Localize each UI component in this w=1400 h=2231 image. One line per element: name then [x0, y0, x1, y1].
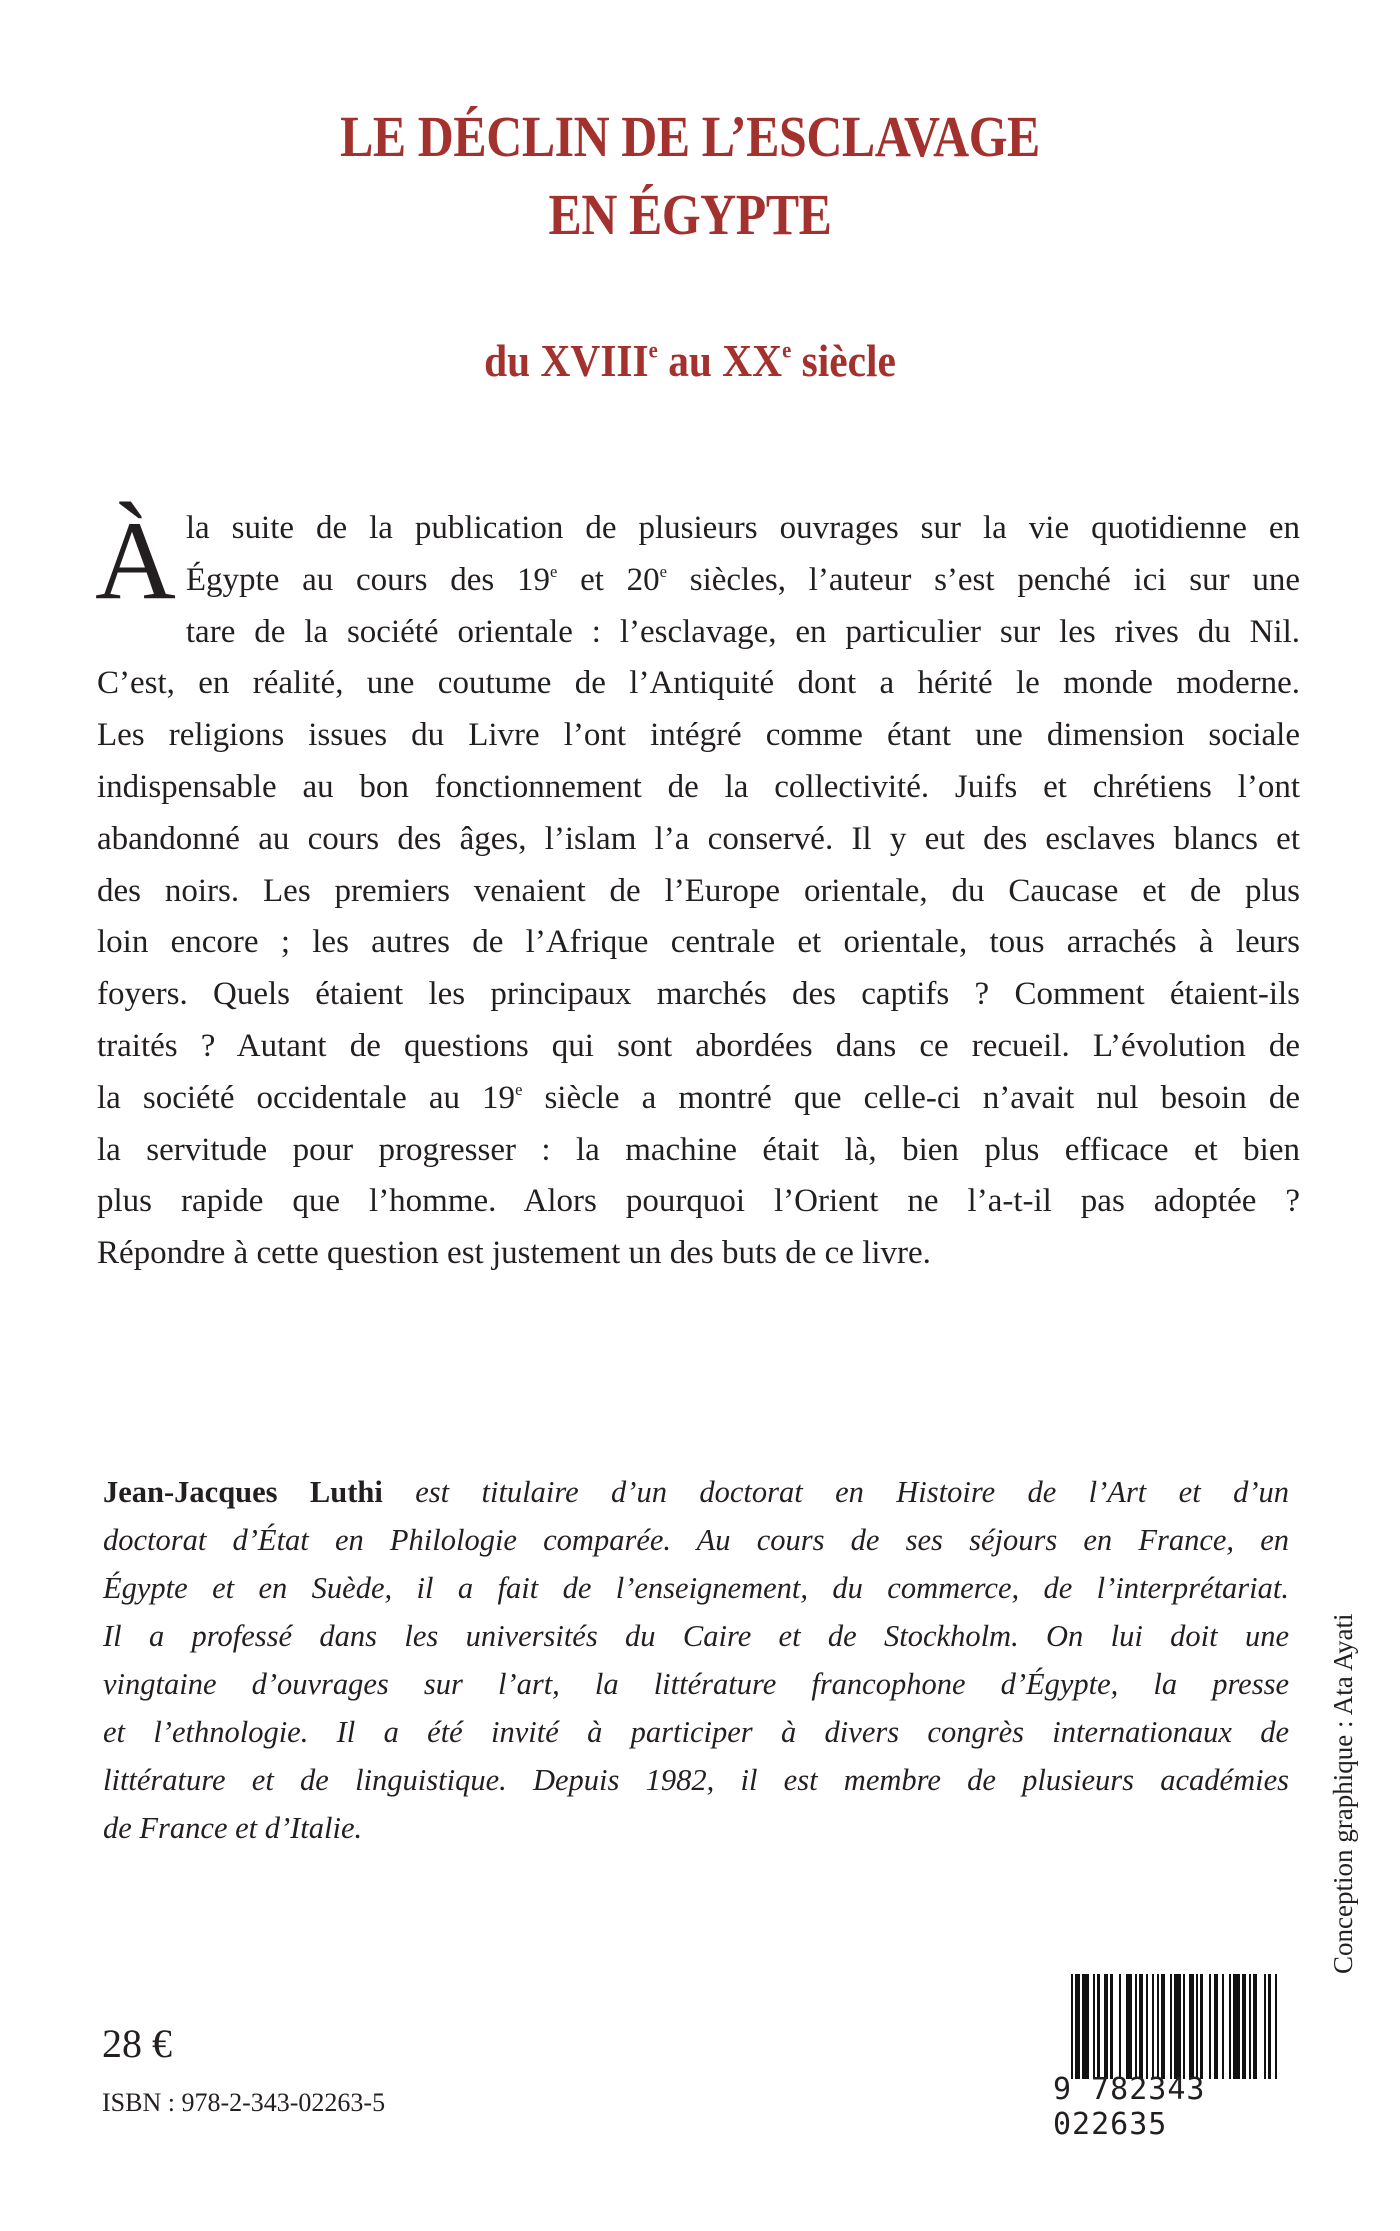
superscript: e: [550, 561, 558, 581]
synopsis-line: [97, 1176, 1300, 1228]
text-segment: abandonné au cours des âges, l’islam l’a conservé. Il y eut des esclaves blancs et: [97, 820, 1300, 857]
title-line-1: LE DÉCLIN DE L’ESCLAVAGE: [340, 104, 1040, 169]
design-credit: Conception graphique : Ata Ayati: [1328, 1613, 1358, 1974]
bio-text: littérature et de linguistique. Depuis 1982, il est membre de plusieurs académies: [103, 1763, 1289, 1797]
text-segment: tare de la société orientale : l’esclavage, en particulier sur les rives du Nil.: [185, 613, 1300, 650]
barcode-bar: [1082, 1974, 1089, 2079]
text-segment: siècles, l’auteur s’est penché ici sur une: [666, 561, 1300, 598]
barcode-bar: [1233, 1974, 1240, 2079]
text-segment: la servitude pour progresser : la machine était là, bien plus efficace et bien: [97, 1131, 1300, 1168]
isbn: ISBN : 978-2-343-02263-5: [102, 2088, 386, 2117]
price: 28 €: [102, 2021, 172, 2066]
bio-line: [103, 1660, 1289, 1708]
subtitle-part: siècle: [791, 335, 896, 386]
superscript: e: [515, 1079, 523, 1099]
text-segment: traités ? Autant de questions qui sont abordées dans ce recueil. L’évolution de: [97, 1027, 1300, 1064]
text-segment: Répondre à cette question est justement un des buts de ce livre.: [97, 1235, 931, 1272]
bio-line: [103, 1756, 1289, 1804]
bio-text: de France et d’Italie.: [103, 1811, 363, 1845]
synopsis-line: [97, 1073, 1300, 1125]
author-bio: [103, 1468, 1289, 1852]
subtitle-part: du XVIII: [484, 335, 649, 386]
synopsis-line: [97, 1021, 1300, 1073]
author-name: Jean-Jacques Luthi: [103, 1475, 383, 1509]
synopsis-line: [97, 1228, 1300, 1280]
barcode-bar: [1126, 1974, 1133, 2079]
synopsis-line: [97, 607, 1300, 659]
text-segment: siècle a montré que celle-ci n’avait nul besoin de: [522, 1079, 1300, 1116]
bio-line: [103, 1612, 1289, 1660]
text-segment: foyers. Quels étaient les principaux marchés des captifs ? Comment étaient-ils: [97, 976, 1300, 1013]
text-segment: plus rapide que l’homme. Alors pourquoi l’Orient ne l’a-t-il pas adoptée ?: [97, 1183, 1300, 1220]
text-segment: des noirs. Les premiers venaient de l’Europe orientale, du Caucase et de plus: [97, 872, 1300, 909]
text-segment: indispensable au bon fonctionnement de la collectivité. Juifs et chrétiens l’ont: [97, 768, 1300, 805]
synopsis-line: [97, 710, 1300, 762]
bio-text: Égypte et en Suède, il a fait de l’enseignement, du commerce, de l’interprétariat.: [103, 1571, 1289, 1605]
text-segment: et 20: [557, 561, 660, 598]
bio-text: Il a professé dans les universités du Caire et de Stockholm. On lui doit une: [103, 1619, 1289, 1653]
synopsis: [95, 499, 1300, 1280]
bio-line: [103, 1708, 1289, 1756]
drop-cap: À: [95, 499, 176, 623]
synopsis-line: [97, 917, 1300, 969]
synopsis-line: [97, 866, 1300, 918]
bio-line: [103, 1564, 1289, 1612]
bio-line: [103, 1468, 1289, 1516]
barcode: [1053, 1974, 1303, 2142]
synopsis-line: [97, 503, 1300, 555]
synopsis-line: [97, 658, 1300, 710]
barcode-bar: [1277, 1974, 1279, 2079]
bio-line: [103, 1804, 1289, 1852]
book-subtitle: [69, 334, 1311, 387]
barcode-digits: 9 782343 022635: [1053, 2072, 1206, 2142]
bio-text: doctorat d’État en Philologie comparée. Au cours de ses séjours en France, en: [103, 1523, 1289, 1557]
bio-text: vingtaine d’ouvrages sur l’art, la littérature francophone d’Égypte, la presse: [103, 1667, 1289, 1701]
text-segment: la suite de la publication de plusieurs ouvrages sur la vie quotidienne en: [185, 510, 1300, 546]
bio-text: est titulaire d’un doctorat en Histoire de l’Art et d’un: [382, 1475, 1289, 1509]
bio-line: [103, 1516, 1289, 1564]
subtitle-superscript: e: [648, 337, 658, 363]
barcode-bar: [1257, 1974, 1264, 2079]
subtitle-superscript: e: [782, 337, 792, 363]
synopsis-line: [97, 969, 1300, 1021]
text-segment: la société occidentale au 19: [97, 1079, 516, 1116]
text-segment: Les religions issues du Livre l’ont intégré comme étant une dimension sociale: [97, 717, 1300, 754]
title-line-2: EN ÉGYPTE: [548, 182, 832, 247]
barcode-bars: [1071, 1974, 1299, 2079]
book-title: [97, 98, 1284, 254]
subtitle-part: au XX: [657, 335, 783, 386]
text-segment: C’est, en réalité, une coutume de l’Antiquité dont a hérité le monde moderne.: [97, 665, 1300, 702]
synopsis-line: [97, 762, 1300, 814]
synopsis-line: [97, 814, 1300, 866]
bio-text: et l’ethnologie. Il a été invité à participer à divers congrès internationaux de: [103, 1715, 1289, 1749]
barcode-bar: [1174, 1974, 1181, 2079]
synopsis-line: [97, 555, 1300, 607]
superscript: e: [659, 561, 667, 581]
barcode-bar: [1113, 1974, 1120, 2079]
synopsis-line: [97, 1125, 1300, 1177]
barcode-bar: [1203, 1974, 1210, 2079]
text-segment: Égypte au cours des 19: [185, 561, 550, 598]
text-segment: loin encore ; les autres de l’Afrique centrale et orientale, tous arrachés à leurs: [97, 924, 1300, 961]
